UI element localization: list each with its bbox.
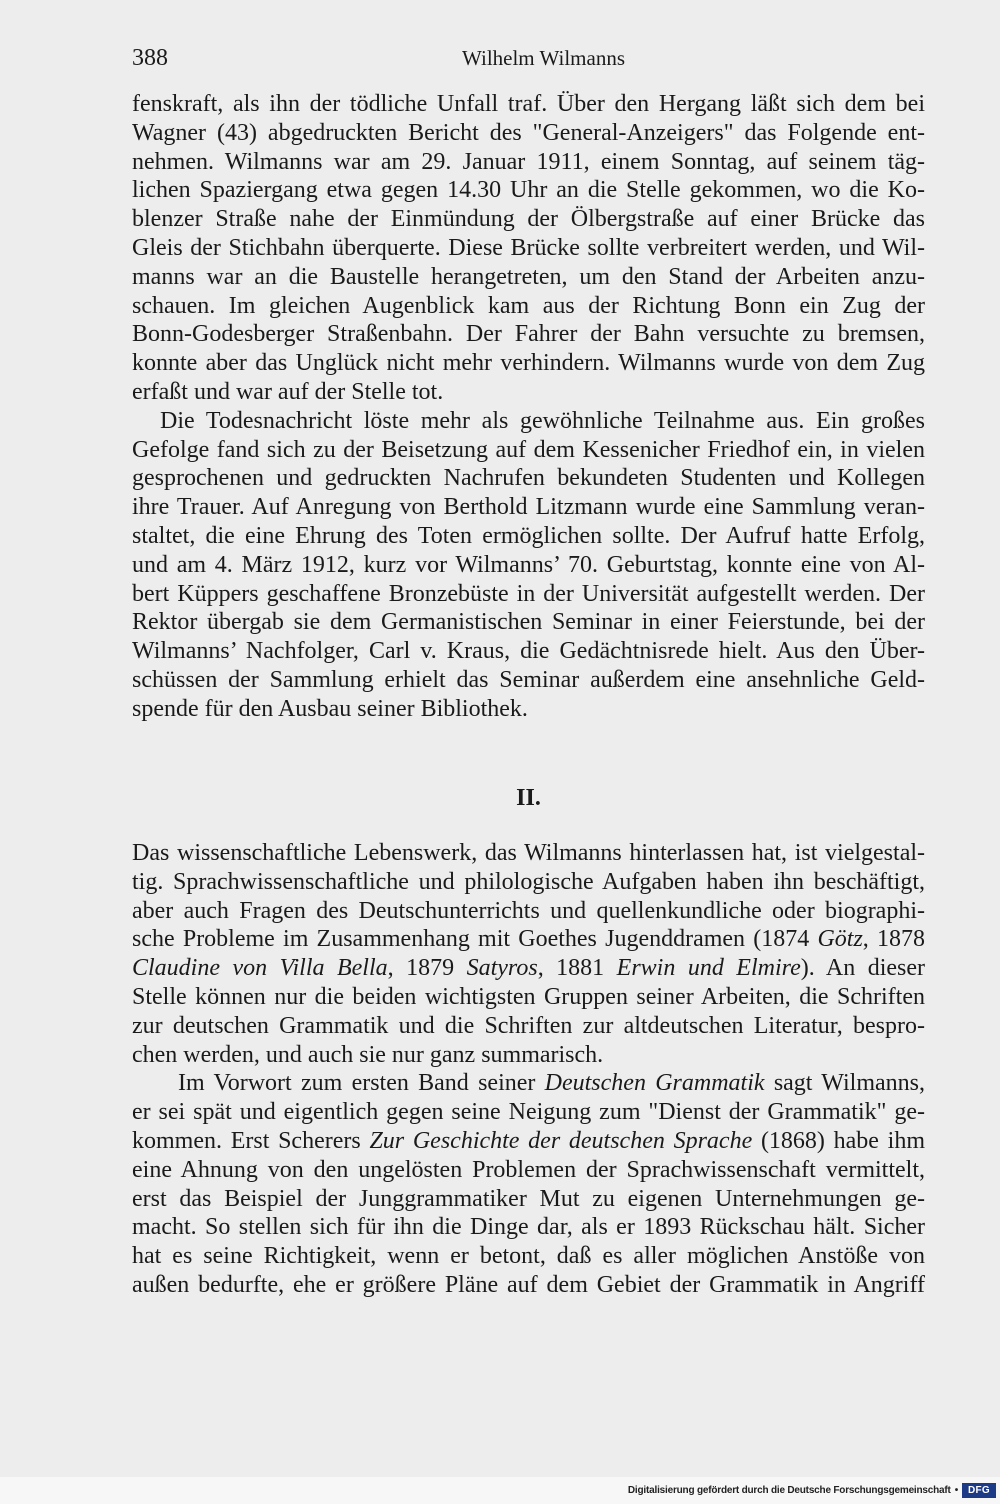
text-line: hat es seine Richtigkeit, wenn er betont, daß es aller möglichen Anstöße von <box>132 1243 925 1270</box>
text-line: erfaßt und war auf der Stelle tot. <box>132 378 444 405</box>
text-run: , 1881 <box>537 955 617 982</box>
separator-dot: • <box>954 1485 958 1496</box>
text-line: Stelle können nur die beiden wichtigsten Gruppen seiner Arbeiten, die Schriften <box>132 983 925 1010</box>
dfg-logo: DFG <box>962 1483 996 1498</box>
italic-title: Götz <box>817 926 863 953</box>
text-line: konnte aber das Unglück nicht mehr verhindern. Wilmanns wurde von dem Zug <box>132 350 925 377</box>
text-line: manns war an die Baustelle herangetreten, um den Stand der Arbeiten anzu- <box>132 263 925 290</box>
text-line: Rektor übergab sie dem Germanistischen Seminar in einer Feierstunde, bei der <box>132 609 925 636</box>
section-2-text <box>132 839 925 1300</box>
text-line: staltet, die eine Ehrung des Toten ermöglichen sollte. Der Aufruf hatte Erfolg, <box>132 522 925 549</box>
paragraph <box>132 839 925 1069</box>
text-line: Die Todesnachricht löste mehr als gewöhnliche Teilnahme aus. Ein großes <box>160 407 925 434</box>
italic-title: Deutschen Grammatik <box>544 1070 765 1097</box>
paragraph-continued <box>132 90 925 407</box>
italic-title: Zur Geschichte der deutschen Sprache <box>369 1127 753 1154</box>
text-run: Im Vorwort zum ersten Band seiner <box>178 1070 545 1097</box>
text-run: , 1879 <box>387 955 467 982</box>
text-line: und am 4. März 1912, kurz vor Wilmanns’ 70. Geburtstag, konnte eine von Al- <box>132 551 925 578</box>
text-line: gesprochenen und gedruckten Nachrufen bekundeten Studenten und Kollegen <box>132 465 925 492</box>
text-line: Gleis der Stichbahn überquerte. Diese Brücke sollte verbreitert werden, und Wil- <box>132 234 925 261</box>
text-line: chen werden, und auch sie nur ganz summarisch. <box>132 1041 604 1068</box>
paragraph <box>132 407 925 724</box>
page-number: 388 <box>132 45 168 71</box>
text-line: Wilmanns’ Nachfolger, Carl v. Kraus, die Gedächtnisrede hielt. Aus den Über- <box>132 638 925 665</box>
text-line: zur deutschen Grammatik und die Schriften zur altdeutschen Literatur, bespro- <box>132 1012 925 1039</box>
text-line <box>132 954 925 983</box>
text-line: schüssen der Sammlung erhielt das Seminar außerdem eine ansehnliche Geld- <box>132 666 925 693</box>
text-line: blenzer Straße nahe der Einmündung der Ölbergstraße auf einer Brücke das <box>132 206 925 233</box>
text-line: spende für den Ausbau seiner Bibliothek. <box>132 695 528 722</box>
text-line: Das wissenschaftliche Lebenswerk, das Wilmanns hinterlassen hat, ist vielgestal- <box>132 840 925 866</box>
italic-title: Erwin und Elmire <box>616 955 801 982</box>
digitization-credit: Digitalisierung gefördert durch die Deutsche Forschungsgemeinschaft <box>627 1485 951 1496</box>
text-line: er sei spät und eigentlich gegen seine Neigung zum "Dienst der Grammatik" ge- <box>132 1099 925 1126</box>
text-run: sche Probleme im Zusammenhang mit Goethes Jugenddramen (1874 <box>132 926 818 953</box>
section-1-text <box>132 90 925 724</box>
footer-credit-line <box>628 1483 996 1498</box>
text-line: tig. Sprachwissenschaftliche und philologische Aufgaben haben ihn beschäftigt, <box>132 868 925 895</box>
text-line: erst das Beispiel der Junggrammatiker Mut zu eigenen Unternehmungen ge- <box>132 1185 925 1212</box>
text-line: macht. So stellen sich für ihn die Dinge dar, als er 1893 Rückschau hält. Sicher <box>132 1214 925 1241</box>
text-run: ). An dieser <box>800 955 926 982</box>
text-line <box>132 1069 925 1098</box>
text-run: (1868) habe ihm <box>752 1127 925 1154</box>
text-line: aber auch Fragen des Deutschunterrichts und quellenkundliche oder biographi- <box>132 897 925 924</box>
text-line: bert Küppers geschaffene Bronzebüste in der Universität aufgestellt werden. Der <box>132 580 925 607</box>
text-line: ihre Trauer. Auf Anregung von Berthold Litzmann wurde eine Sammlung veran- <box>132 494 925 521</box>
paragraph-continues-next-page <box>132 1069 925 1299</box>
text-line: Wagner (43) abgedruckten Bericht des "General-Anzeigers" das Folgende ent- <box>132 119 925 146</box>
footer-bar <box>0 1477 1000 1504</box>
text-line: Bonn-Godesberger Straßenbahn. Der Fahrer der Bahn versuchte zu bremsen, <box>132 321 925 348</box>
section-heading: II. <box>516 785 541 811</box>
text-run: sagt Wilmanns, <box>764 1070 925 1097</box>
text-line: fenskraft, als ihn der tödliche Unfall traf. Über den Hergang läßt sich dem bei <box>132 91 925 117</box>
text-run: kommen. Erst Scherers <box>132 1127 370 1154</box>
text-line: schauen. Im gleichen Augenblick kam aus der Richtung Bonn ein Zug der <box>132 292 925 319</box>
italic-title: Claudine von Villa Bella <box>132 955 388 982</box>
text-line: eine Ahnung von den ungelösten Problemen der Sprachwissenschaft vermittelt, <box>132 1156 925 1183</box>
text-run: , 1878 <box>862 926 925 953</box>
text-line <box>132 1127 925 1156</box>
text-line: Gefolge fand sich zu der Beisetzung auf dem Kessenicher Friedhof ein, in vielen <box>132 436 925 463</box>
text-line <box>132 925 925 954</box>
text-line: nehmen. Wilmanns war am 29. Januar 1911, einem Sonntag, auf seinem täg- <box>132 148 925 175</box>
running-title: Wilhelm Wilmanns <box>462 46 625 70</box>
italic-title: Satyros <box>466 955 538 982</box>
text-line: außen bedurfte, ehe er größere Pläne auf dem Gebiet der Grammatik in Angriff <box>132 1271 925 1298</box>
text-line: lichen Spaziergang etwa gegen 14.30 Uhr an die Stelle gekommen, wo die Ko- <box>132 177 925 204</box>
